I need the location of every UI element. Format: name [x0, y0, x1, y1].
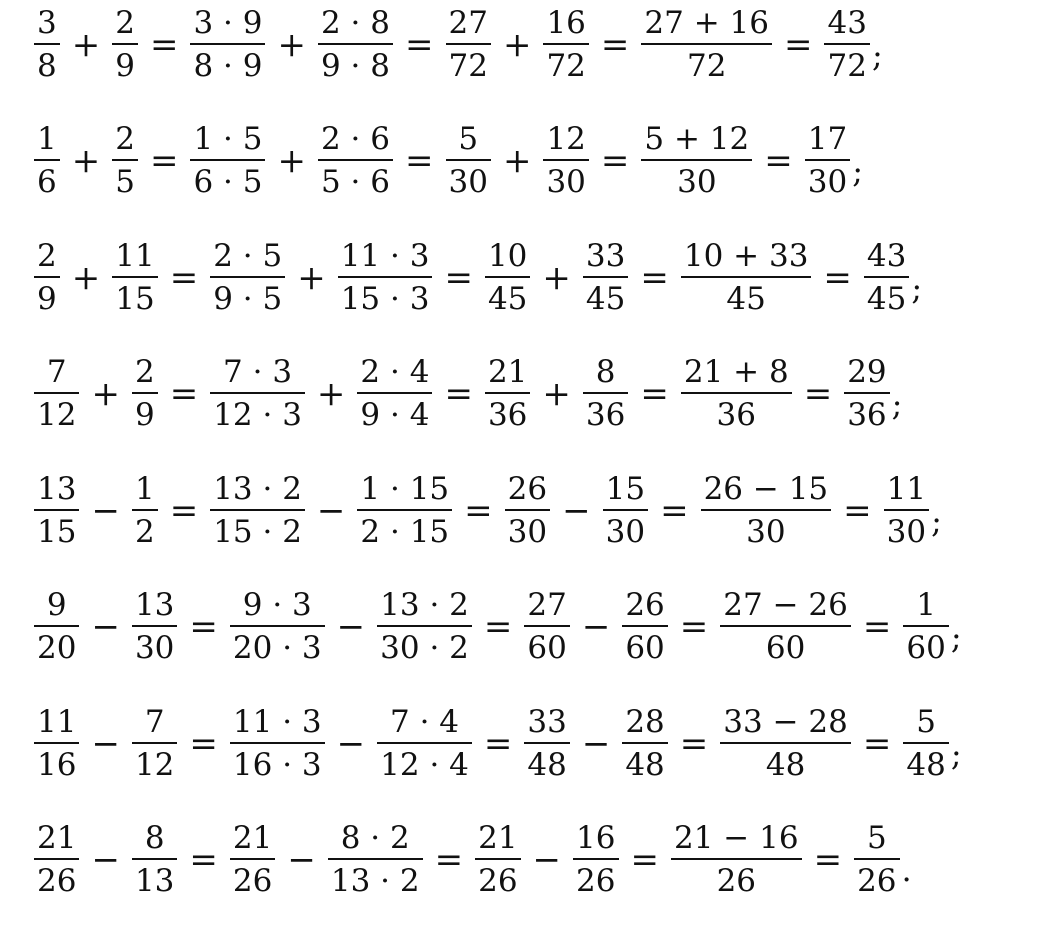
fraction [681, 354, 792, 433]
denominator: 60 [622, 625, 667, 664]
numerator: 5 [916, 704, 936, 740]
operator: + [502, 25, 532, 65]
operator: = [862, 724, 892, 764]
denominator: 72 [446, 43, 491, 82]
operator: = [464, 491, 493, 531]
fraction [573, 820, 618, 899]
operator: − [581, 724, 611, 764]
operator: = [444, 258, 473, 298]
numerator: 27 [448, 5, 488, 41]
operator: − [316, 491, 346, 531]
operator: = [823, 258, 852, 298]
numerator: 17 [807, 121, 848, 157]
operator: = [189, 840, 218, 880]
fraction [34, 820, 79, 899]
operator: − [91, 724, 120, 764]
fraction [603, 471, 648, 550]
denominator: 30 [543, 159, 588, 198]
operator: = [813, 840, 843, 880]
numerator: 13 [37, 471, 77, 507]
line-end-punctuation: ; [852, 152, 863, 190]
denominator: 8 [34, 43, 60, 82]
operator: = [660, 491, 689, 531]
operator: + [71, 258, 101, 298]
operator: = [149, 141, 179, 181]
numerator: 43 [866, 238, 907, 274]
operator: = [640, 374, 669, 414]
numerator: 29 [847, 354, 887, 390]
fraction [583, 238, 628, 317]
numerator: 9 [46, 587, 67, 623]
operator: − [287, 840, 316, 880]
fraction [854, 820, 899, 899]
denominator: 26 [230, 858, 275, 897]
denominator: 72 [543, 43, 588, 82]
fraction [824, 5, 869, 84]
denominator: 48 [524, 742, 569, 781]
fraction [524, 587, 569, 666]
numerator: 5 + 12 [644, 121, 750, 157]
fraction [34, 471, 79, 550]
operator: = [444, 374, 473, 414]
denominator: 30 · 2 [377, 625, 472, 664]
operator: − [336, 607, 366, 647]
numerator: 2 · 5 [213, 238, 283, 274]
denominator: 9 [34, 276, 60, 315]
fraction [543, 121, 588, 200]
numerator: 26 [507, 471, 548, 507]
operator: = [483, 607, 513, 647]
operator: + [542, 258, 571, 298]
numerator: 7 [46, 354, 67, 390]
operator: = [679, 607, 709, 647]
denominator: 36 [844, 392, 889, 431]
denominator: 15 · 2 [210, 509, 305, 548]
denominator: 16 [34, 742, 79, 781]
numerator: 21 + 8 [683, 354, 789, 390]
fraction [230, 704, 325, 783]
numerator: 21 [37, 820, 77, 856]
denominator: 12 [132, 742, 177, 781]
equation-row [30, 233, 922, 323]
denominator: 9 · 4 [357, 392, 432, 431]
numerator: 1 [134, 471, 155, 507]
numerator: 3 · 9 [193, 5, 263, 41]
fraction [884, 471, 929, 550]
line-end-punctuation: ; [911, 269, 923, 307]
numerator: 2 · 4 [360, 354, 430, 390]
denominator: 13 [132, 858, 177, 897]
denominator: 48 [903, 742, 948, 781]
line-end-punctuation: ; [950, 618, 962, 656]
fraction [446, 5, 491, 84]
fraction [34, 704, 79, 783]
denominator: 15 · 3 [338, 276, 433, 315]
fraction [34, 121, 60, 200]
numerator: 27 − 26 [723, 587, 848, 623]
numerator: 2 · 6 [320, 121, 390, 157]
denominator: 60 [524, 625, 569, 664]
numerator: 27 [527, 587, 567, 623]
numerator: 28 [625, 704, 665, 740]
numerator: 8 · 2 [340, 820, 410, 856]
operator: = [600, 25, 630, 65]
operator: = [764, 141, 793, 181]
operator: + [297, 258, 326, 298]
denominator: 12 · 3 [210, 392, 305, 431]
denominator: 30 [641, 159, 752, 198]
operator: + [316, 374, 346, 414]
denominator: 45 [681, 276, 812, 315]
fraction [641, 5, 772, 84]
fraction [681, 238, 812, 317]
numerator: 7 · 4 [390, 704, 460, 740]
fraction [34, 238, 60, 317]
equation-row [30, 116, 863, 206]
equation-row [30, 699, 962, 789]
denominator: 12 [34, 392, 79, 431]
line-end-punctuation: ; [931, 502, 942, 540]
denominator: 26 [854, 858, 899, 897]
fraction [230, 820, 275, 899]
operator: = [600, 141, 630, 181]
denominator: 45 [485, 276, 530, 315]
operator: + [277, 25, 306, 65]
denominator: 2 · 15 [357, 509, 452, 548]
numerator: 9 · 3 [242, 587, 312, 623]
fraction [864, 238, 909, 317]
operator: − [91, 491, 120, 531]
denominator: 72 [641, 43, 772, 82]
fraction [903, 587, 948, 666]
fraction [485, 238, 530, 317]
fraction [377, 587, 472, 666]
denominator: 45 [864, 276, 909, 315]
numerator: 5 [866, 820, 887, 856]
denominator: 30 [132, 625, 177, 664]
numerator: 33 [527, 704, 567, 740]
fraction [210, 238, 285, 317]
numerator: 2 [37, 238, 57, 274]
numerator: 33 [585, 238, 626, 274]
fraction [475, 820, 520, 899]
fraction [583, 354, 628, 433]
denominator: 26 [34, 858, 79, 897]
fraction [34, 354, 79, 433]
numerator: 1 · 5 [193, 121, 263, 157]
fraction [328, 820, 423, 899]
fraction [485, 354, 530, 433]
denominator: 30 [446, 159, 491, 198]
fraction [622, 587, 667, 666]
operator: = [630, 840, 659, 880]
numerator: 11 [115, 238, 155, 274]
denominator: 26 [475, 858, 520, 897]
fraction [132, 820, 177, 899]
fraction [190, 121, 265, 200]
operator: = [169, 258, 199, 298]
line-end-punctuation: ; [891, 385, 903, 423]
numerator: 1 [37, 121, 57, 157]
operator: = [169, 491, 199, 531]
numerator: 3 [37, 5, 57, 41]
equation-row [30, 466, 942, 556]
operator: = [169, 374, 199, 414]
fraction [132, 704, 177, 783]
denominator: 6 [34, 159, 60, 198]
denominator: 30 [603, 509, 648, 548]
numerator: 8 [144, 820, 165, 856]
operator: − [91, 607, 120, 647]
fraction [524, 704, 569, 783]
numerator: 11 [886, 471, 927, 507]
denominator: 48 [720, 742, 851, 781]
operator: = [149, 25, 179, 65]
denominator: 8 · 9 [190, 43, 265, 82]
numerator: 7 [144, 704, 165, 740]
numerator: 21 [232, 820, 273, 856]
numerator: 43 [827, 5, 867, 41]
fraction [318, 5, 393, 84]
equation-row [30, 815, 912, 905]
denominator: 20 · 3 [230, 625, 325, 664]
denominator: 16 · 3 [230, 742, 325, 781]
denominator: 5 [112, 159, 138, 198]
denominator: 20 [34, 625, 79, 664]
operator: = [405, 25, 434, 65]
equation-row [30, 0, 883, 90]
numerator: 27 + 16 [644, 5, 769, 41]
equation-row [30, 582, 962, 672]
operator: − [581, 607, 611, 647]
operator: = [803, 374, 833, 414]
fraction [377, 704, 472, 783]
fraction [701, 471, 832, 550]
operator: + [502, 141, 532, 181]
fraction [190, 5, 265, 84]
numerator: 21 [478, 820, 518, 856]
fraction [132, 587, 177, 666]
numerator: 21 − 16 [674, 820, 799, 856]
numerator: 15 [605, 471, 646, 507]
numerator: 11 · 3 [340, 238, 430, 274]
fraction [720, 704, 851, 783]
operator: = [189, 607, 218, 647]
equation-row [30, 349, 902, 439]
fraction [505, 471, 550, 550]
numerator: 12 [546, 121, 586, 157]
numerator: 1 · 15 [360, 471, 450, 507]
numerator: 13 [134, 587, 175, 623]
fraction [446, 121, 491, 200]
numerator: 1 [916, 587, 936, 623]
denominator: 36 [681, 392, 792, 431]
numerator: 11 [37, 704, 77, 740]
operator: − [336, 724, 366, 764]
fraction [112, 121, 138, 200]
fraction [34, 587, 79, 666]
numerator: 10 + 33 [683, 238, 809, 274]
operator: + [71, 25, 101, 65]
numerator: 13 · 2 [213, 471, 302, 507]
fraction [671, 820, 802, 899]
fraction [357, 471, 452, 550]
fraction [903, 704, 948, 783]
fraction [720, 587, 851, 666]
numerator: 33 − 28 [723, 704, 848, 740]
denominator: 6 · 5 [190, 159, 265, 198]
numerator: 2 [134, 354, 155, 390]
operator: − [562, 491, 591, 531]
fraction [357, 354, 432, 433]
denominator: 72 [824, 43, 869, 82]
operator: = [189, 724, 218, 764]
numerator: 26 − 15 [703, 471, 829, 507]
operator: = [843, 491, 872, 531]
numerator: 2 · 8 [320, 5, 390, 41]
operator: = [483, 724, 513, 764]
fraction [210, 471, 305, 550]
denominator: 26 [573, 858, 618, 897]
denominator: 15 [112, 276, 157, 315]
numerator: 8 [595, 354, 616, 390]
fraction [34, 5, 60, 84]
numerator: 16 [546, 5, 586, 41]
numerator: 7 · 3 [223, 354, 293, 390]
operator: = [783, 25, 813, 65]
line-end-punctuation: ; [950, 735, 962, 773]
operator: + [277, 141, 306, 181]
denominator: 45 [583, 276, 628, 315]
operator: = [679, 724, 709, 764]
fraction [230, 587, 325, 666]
denominator: 48 [622, 742, 667, 781]
fraction [112, 5, 138, 84]
fraction [543, 5, 588, 84]
fraction [318, 121, 393, 200]
operator: + [71, 141, 101, 181]
numerator: 26 [625, 587, 665, 623]
operator: = [405, 141, 434, 181]
fraction [844, 354, 889, 433]
operator: = [640, 258, 669, 298]
denominator: 36 [583, 392, 628, 431]
numerator: 2 [115, 5, 135, 41]
denominator: 60 [903, 625, 948, 664]
denominator: 9 · 8 [318, 43, 393, 82]
fraction [622, 704, 667, 783]
denominator: 2 [132, 509, 158, 548]
numerator: 11 · 3 [232, 704, 322, 740]
denominator: 26 [671, 858, 802, 897]
fraction [132, 471, 158, 550]
denominator: 9 [112, 43, 138, 82]
operator: = [862, 607, 892, 647]
fraction [112, 238, 157, 317]
denominator: 5 · 6 [318, 159, 393, 198]
numerator: 16 [576, 820, 616, 856]
denominator: 60 [720, 625, 851, 664]
operator: − [91, 840, 120, 880]
denominator: 36 [485, 392, 530, 431]
denominator: 30 [884, 509, 929, 548]
numerator: 2 [115, 121, 135, 157]
denominator: 30 [505, 509, 550, 548]
fraction [132, 354, 158, 433]
denominator: 12 · 4 [377, 742, 472, 781]
operator: + [542, 374, 571, 414]
denominator: 30 [701, 509, 832, 548]
numerator: 10 [487, 238, 528, 274]
fraction [641, 121, 752, 200]
denominator: 15 [34, 509, 79, 548]
denominator: 30 [805, 159, 850, 198]
denominator: 13 · 2 [328, 858, 423, 897]
numerator: 5 [458, 121, 479, 157]
line-end-punctuation: . [901, 851, 912, 889]
numerator: 13 · 2 [380, 587, 469, 623]
fraction [338, 238, 433, 317]
operator: − [532, 840, 562, 880]
operator: + [91, 374, 120, 414]
numerator: 21 [487, 354, 528, 390]
denominator: 9 [132, 392, 158, 431]
operator: = [434, 840, 464, 880]
fraction [805, 121, 850, 200]
fraction [210, 354, 305, 433]
line-end-punctuation: ; [871, 36, 883, 74]
denominator: 9 · 5 [210, 276, 285, 315]
